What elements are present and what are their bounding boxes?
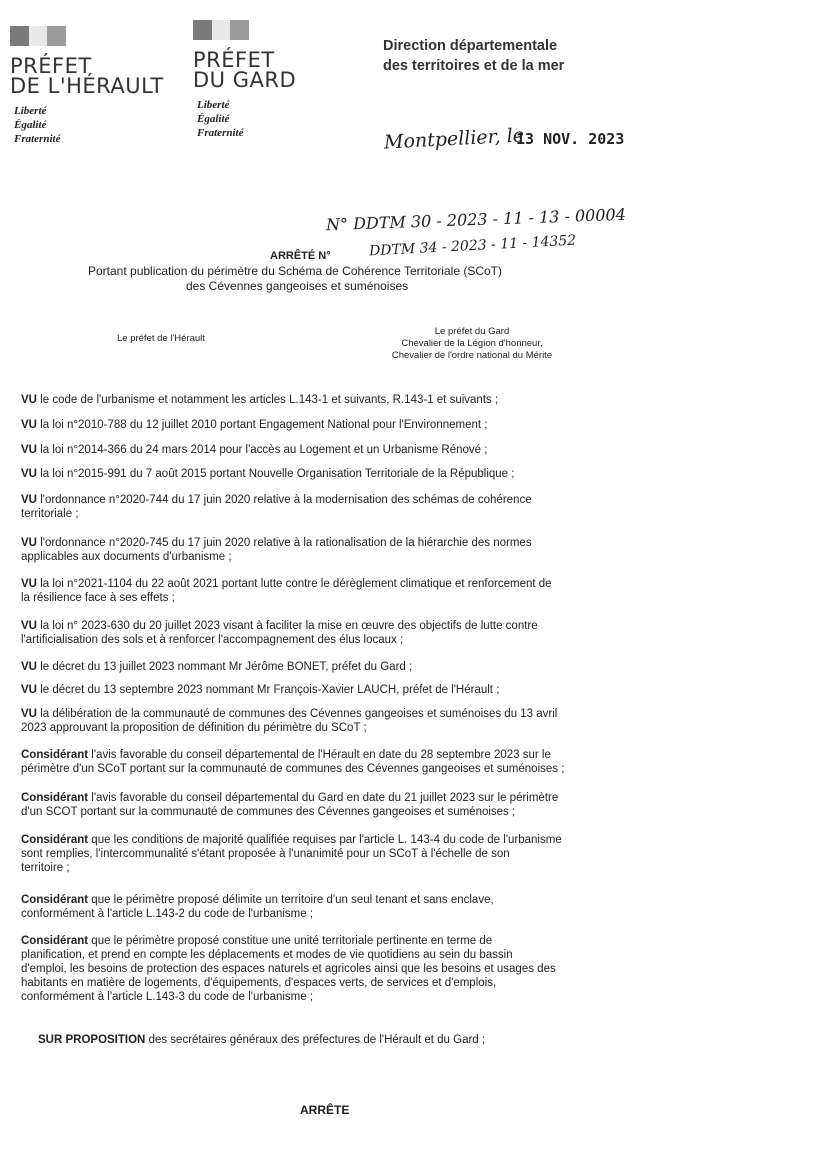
direction-title: Direction départementale des territoires et de la mer	[383, 38, 565, 74]
vu-paragraph: VU le code de l'urbanisme et notamment les articles L.143-1 et suivants, R.143-1 et suivants ;	[21, 394, 499, 406]
prefet-gard-line2: DU GARD	[193, 68, 297, 92]
arrete-number-ddtm34: DDTM 34 - 2023 - 11 - 14352	[368, 232, 577, 260]
vu-paragraph: VU la loi n° 2023-630 du 20 juillet 2023 visant à faciliter la mise en œuvre des objectifs de lutte contre l'artificialisation des sols et à renforcer l'accompagnement des élus locaux ;	[21, 620, 538, 646]
vu-paragraph: VU la loi n°2015-991 du 7 août 2015 portant Nouvelle Organisation Territoriale de la République ;	[21, 468, 515, 480]
considerant-paragraph: Considérant l'avis favorable du conseil départemental du Gard en date du 21 juillet 2023 sur le périmètre d'un SCOT portant sur la communauté de communes des Cévennes gangeoises et suménoises ;	[21, 792, 559, 818]
flag-icon	[193, 20, 249, 40]
vu-paragraph: VU la loi n°2010-788 du 12 juillet 2010 portant Engagement National pour l'Environnement ;	[21, 419, 488, 431]
motto: Liberté Égalité Fraternité	[14, 105, 61, 145]
prefet-gard-line1: PRÉFET	[193, 48, 275, 72]
vu-paragraph: VU la loi n°2014-366 du 24 mars 2014 pour l'accès au Logement et un Urbanisme Rénové ;	[21, 444, 488, 456]
motto: Liberté Égalité Fraternité	[197, 99, 244, 139]
arrete-label: ARRÊTÉ N°	[270, 250, 331, 262]
considerant-paragraph: Considérant l'avis favorable du conseil départemental de l'Hérault en date du 28 septembre 2023 sur le périmètre d'un SCoT portant sur la communauté de communes des Cévennes gangeoises et suménoises ;	[21, 749, 565, 775]
logo-prefet-herault	[10, 26, 164, 146]
vu-paragraph: VU le décret du 13 septembre 2023 nommant Mr François-Xavier LAUCH, préfet de l'Hérault ;	[21, 684, 500, 696]
place-handwritten: Montpellier, le	[383, 124, 525, 154]
considerant-paragraph: Considérant que le périmètre proposé délimite un territoire d'un seul tenant et sans enclave, conformément à l'article L.143-2 du code de l'urbanisme ;	[21, 894, 494, 920]
prefet-herault-line1: PRÉFET	[10, 54, 92, 78]
vu-paragraph: VU la loi n°2021-1104 du 22 août 2021 portant lutte contre le dérèglement climatique et renforcement de la résilience face à ses effets ;	[21, 578, 552, 604]
vu-paragraph: VU l'ordonnance n°2020-745 du 17 juin 2020 relative à la rationalisation de la hiérarchie des normes applicables aux documents d'urbanisme ;	[21, 537, 532, 563]
vu-paragraph: VU la délibération de la communauté de communes des Cévennes gangeoises et suménoises du 13 avril 2023 approuvant la proposition de définition du périmètre du SCoT ;	[21, 708, 558, 734]
signer-herault: Le préfet de l'Hérault	[117, 333, 205, 344]
arrete-heading: ARRÊTE	[300, 1103, 350, 1117]
flag-icon	[10, 26, 66, 46]
logo-prefet-gard	[193, 20, 296, 140]
vu-paragraph: VU l'ordonnance n°2020-744 du 17 juin 2020 relative à la modernisation des schémas de cohérence territoriale ;	[21, 494, 532, 520]
document-date: 13 NOV. 2023	[516, 130, 625, 148]
vu-paragraph: VU le décret du 13 juillet 2023 nommant Mr Jérôme BONET, préfet du Gard ;	[21, 661, 413, 673]
signer-gard: Le préfet du Gard Chevalier de la Légion d'honneur, Chevalier de l'ordre national du Mérite	[391, 326, 553, 361]
arrete-subject: Portant publication du périmètre du Schéma de Cohérence Territoriale (SCoT) des Cévennes gangeoises et suménoises	[88, 264, 502, 293]
considerant-paragraph: Considérant que le périmètre proposé constitue une unité territoriale pertinente en terme de planification, et prend en compte les déplacements et modes de vie quotidiens au sein du bassin d'emploi, les besoins de protection des espaces naturels et agricoles ainsi que les besoins et usages des habitants en matière de logements, d'équipements, d'espaces verts, de services et d'emplois, conformément à l'article L.143-3 du code de l'urbanisme ;	[21, 935, 556, 1003]
arrete-number-ddtm30: N° DDTM 30 - 2023 - 11 - 13 - 00004	[325, 204, 627, 235]
proposition-paragraph: SUR PROPOSITION des secrétaires généraux des préfectures de l'Hérault et du Gard ;	[38, 1034, 486, 1046]
prefet-herault-line2: DE L'HÉRAULT	[10, 74, 164, 98]
considerant-paragraph: Considérant que les conditions de majorité qualifiée requises par l'article L. 143-4 du code de l'urbanisme sont remplies, l'intercommunalité s'étant proposée à l'unanimité pour un SCoT à l'échelle de son territoire ;	[21, 834, 562, 874]
